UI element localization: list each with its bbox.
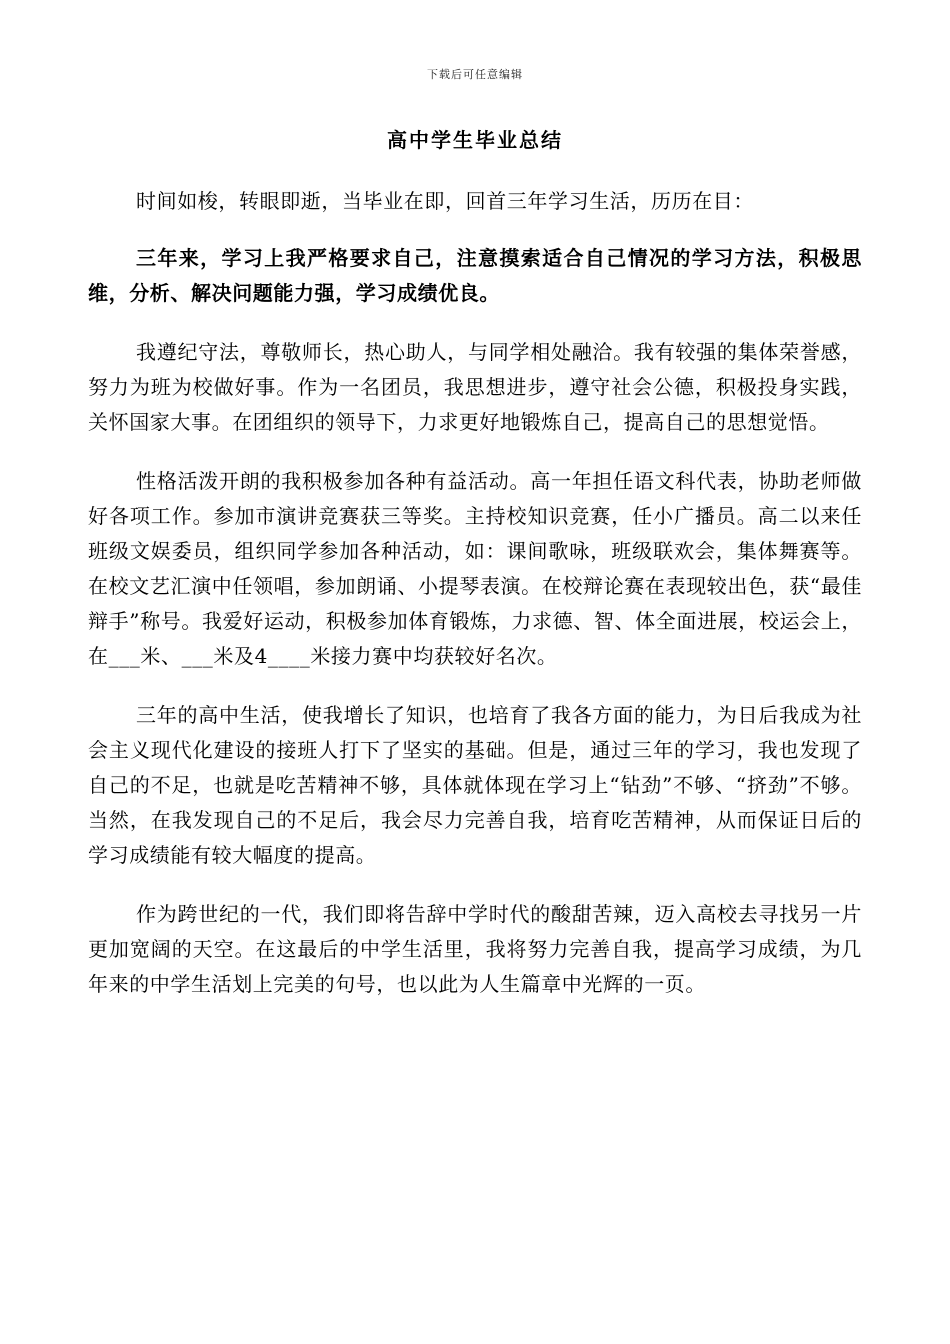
activities-paragraph: 性格活泼开朗的我积极参加各种有益活动。高一年担任语文科代表，协助老师做好各项工作。参加市演讲竞赛获三等奖。主持校知识竞赛，任小广播员。高二以来任班级文娱委员，组织同学参加各种活动，如：课间歌咏，班级联欢会，集体舞赛等。在校文艺汇演中任领唱，参加朗诵、小提琴表演。在校辩论赛在表现较出色，获“最佳辩手”称号。我爱好运动，积极参加体育锻炼，力求德、智、体全面进展，校运会上，在___米、___米及4____米接力赛中均获较好名次。 xyxy=(88,469,862,668)
intro-paragraph: 时间如梭，转眼即逝，当毕业在即，回首三年学习生活，历历在目： xyxy=(136,189,754,213)
document-title: 高中学生毕业总结 xyxy=(387,128,563,152)
conduct-paragraph: 我遵纪守法，尊敬师长，热心助人，与同学相处融洽。我有较强的集体荣誉感，努力为班为校做好事。作为一名团员，我思想进步，遵守社会公德，积极投身实践，关怀国家大事。在团组织的领导下，力求更好地锻炼自己，提高自己的思想觉悟。 xyxy=(88,340,862,434)
reflection-paragraph: 三年的高中生活，使我增长了知识，也培育了我各方面的能力，为日后我成为社会主义现代化建设的接班人打下了坚实的基础。但是，通过三年的学习，我也发现了自己的不足，也就是吃苦精神不够，具体就体现在学习上“钻劲”不够、“挤劲”不够。当然，在我发现自己的不足后，我会尽力完善自我，培育吃苦精神，从而保证日后的学习成绩能有较大幅度的提高。 xyxy=(88,703,862,867)
header-note: 下载后可任意编辑 xyxy=(427,68,523,81)
closing-paragraph: 作为跨世纪的一代，我们即将告辞中学时代的酸甜苦辣，迈入高校去寻找另一片更加宽阔的天空。在这最后的中学生活里，我将努力完善自我，提高学习成绩，为几年来的中学生活划上完美的句号，也以此为人生篇章中光辉的一页。 xyxy=(88,902,862,996)
study-paragraph: 三年来，学习上我严格要求自己，注意摸索适合自己情况的学习方法，积极思维，分析、解决问题能力强，学习成绩优良。 xyxy=(88,246,862,305)
document-body xyxy=(88,184,862,1002)
